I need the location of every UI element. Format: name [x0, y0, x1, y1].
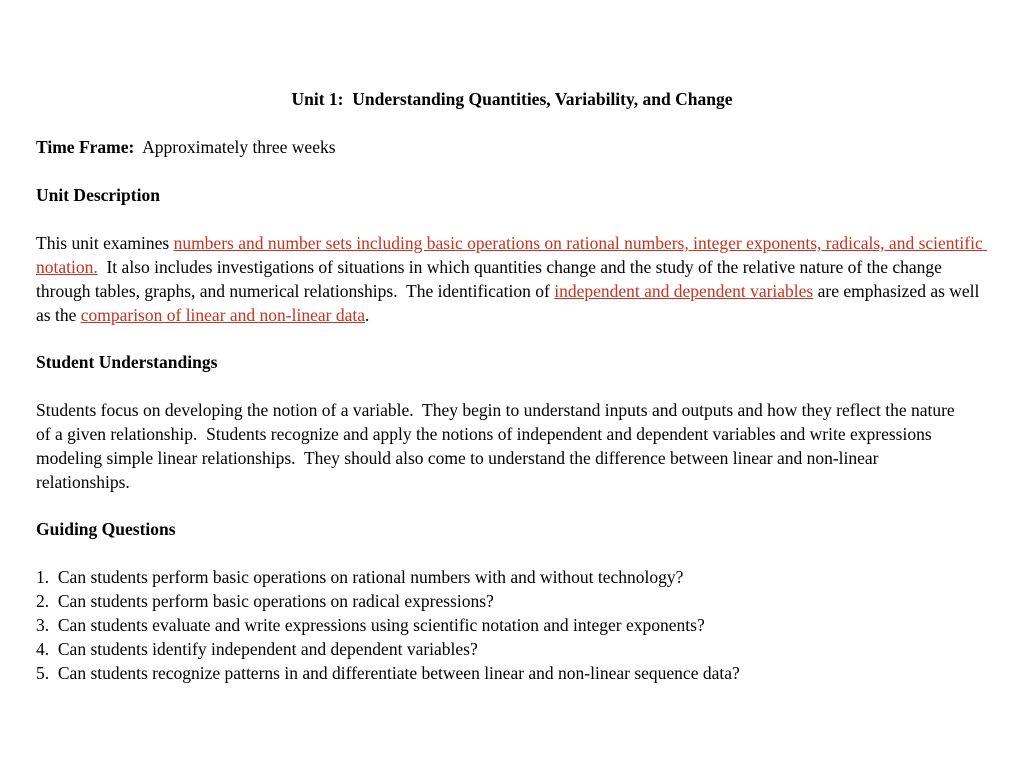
time-frame-value: Approximately three weeks [142, 137, 336, 157]
linear-comparison-link[interactable]: comparison of linear and non-linear data [80, 305, 365, 325]
student-understandings-paragraph: Students focus on developing the notion of a variable. They begin to understand inputs and outputs and how they reflect the nature of a given relationship. Students recognize and apply the notions of independent and dependent variables and write expressions modeling simple linear relationships. They should also come to understand the difference between linear and non-linear relationships. [36, 400, 960, 492]
variables-link[interactable]: independent and dependent variables [554, 281, 814, 301]
number-sets-link[interactable]: numbers and number sets including basic operations on rational numbers, integer exponents, radicals, and scientific notation. [36, 233, 988, 277]
question-item: 2. Can students perform basic operations on radical expressions? [36, 591, 494, 611]
unit-description-text-4: . [364, 305, 370, 325]
student-understandings-heading: Student Understandings [36, 352, 218, 372]
unit-description-heading: Unit Description [36, 185, 160, 205]
question-item: 4. Can students identify independent and dependent variables? [36, 639, 478, 659]
page-title: Unit 1: Understanding Quantities, Variability, and Change [291, 89, 733, 109]
guiding-questions-heading: Guiding Questions [36, 519, 176, 539]
unit-description-text-2: It also includes investigations of situations in which quantities change and the study of the relative nature of the change through tables, graphs, and numerical relationships. The identification of [36, 257, 947, 301]
time-frame [36, 135, 986, 159]
unit-description-text-1: This unit examines [36, 233, 174, 253]
question-item: 1. Can students perform basic operations on rational numbers with and without technology? [36, 567, 684, 587]
guiding-questions-list [36, 565, 986, 685]
unit-description-paragraph [36, 231, 986, 327]
question-item: 5. Can students recognize patterns in and differentiate between linear and non-linear sequence data? [36, 663, 740, 683]
time-frame-label: Time Frame: [36, 137, 135, 157]
unit-description-text-3: are emphasized as well as the [36, 281, 984, 325]
question-item: 3. Can students evaluate and write expressions using scientific notation and integer exponents? [36, 615, 705, 635]
